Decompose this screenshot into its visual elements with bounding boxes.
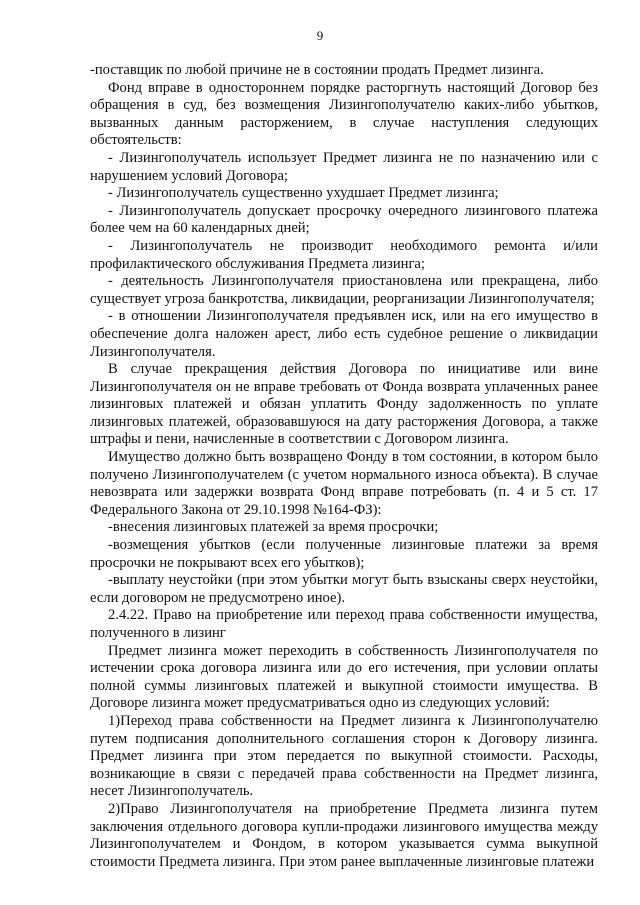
paragraph: Предмет лизинга может переходить в собственность Лизингополучателя по истечении срока договора лизинга или до его истечения, при условии оплаты полной суммы лизинговых платежей и выкупной стоимости имущества. В Договоре лизинга может предусматриваться одно из следующих условий:	[90, 642, 598, 712]
paragraph: В случае прекращения действия Договора по инициативе или вине Лизингополучателя он не вправе требовать от Фонда возврата уплаченных ранее лизинговых платежей и обязан уплатить Фонду задолженность по уплате лизинговых платежей, образовавшуюся на дату расторжения Договора, а также штрафы и пени, начисленные в соответствии с Договором лизинга.	[90, 361, 598, 448]
paragraph: 1)Переход права собственности на Предмет лизинга к Лизингополучателю путем подписания дополнительного соглашения сторон к Договору лизинга. Предмет лизинга при этом передается по выкупной стоимости. Расходы, возникающие в связи с передачей права собственности на Предмет лизинга, несет Лизингополучатель.	[90, 712, 598, 800]
paragraph: -внесения лизинговых платежей за время просрочки;	[108, 519, 439, 536]
page-number: 9	[316, 28, 324, 43]
paragraph: Фонд вправе в одностороннем порядке расторгнуть настоящий Договор без обращения в суд, без возмещения Лизингополучателю каких-либо убытков, вызванных данным расторжением, в случае наступления следующих обстоятельств:	[90, 79, 598, 149]
section-heading: 2.4.22. Право на приобретение или переход права собственности имущества, полученного в лизинг	[90, 607, 598, 641]
paragraph: - Лизингополучатель допускает просрочку очередного лизингового платежа более чем на 60 календарных дней;	[90, 202, 598, 237]
paragraph: - деятельность Лизингополучателя приостановлена или прекращена, либо существует угроза банкротства, ликвидации, реорганизации Лизингополучателя;	[90, 273, 598, 307]
paragraph: - Лизингополучатель существенно ухудшает Предмет лизинга;	[108, 185, 499, 202]
paragraph: Имущество должно быть возвращено Фонду в том состоянии, в котором было получено Лизингополучателем (с учетом нормального износа объекта). В случае невозврата или задержки возврата Фонд вправе потребовать (п. 4 и 5 ст. 17 Федерального Закона от 29.10.1998 №164-ФЗ):	[90, 449, 598, 518]
paragraph: 2)Право Лизингополучателя на приобретение Предмета лизинга путем заключения отдельного договора купли-продажи лизингового имущества между Лизингополучателем и Фондом, в котором указывается сумма выкупной стоимости Предмета лизинга. При этом ранее выплаченные лизинговые платежи	[90, 800, 598, 870]
paragraph: - в отношении Лизингополучателя предъявлен иск, или на его имущество в обеспечение долга наложен арест, либо есть судебное решение о ликвидации Лизингополучателя.	[90, 308, 598, 360]
document-body	[90, 62, 598, 871]
paragraph: -поставщик по любой причине не в состоянии продать Предмет лизинга.	[90, 62, 544, 78]
paragraph: -возмещения убытков (если полученные лизинговые платежи за время просрочки не покрывают всех его убытков);	[90, 537, 598, 571]
paragraph: - Лизингополучатель не производит необходимого ремонта и/или профилактического обслуживания Предмета лизинга;	[90, 237, 598, 272]
paragraph: -выплату неустойки (при этом убытки могут быть взысканы сверх неустойки, если договором не предусмотрено иное).	[90, 572, 598, 606]
paragraph: - Лизингополучатель использует Предмет лизинга не по назначению или с нарушением условий Договора;	[90, 149, 598, 184]
